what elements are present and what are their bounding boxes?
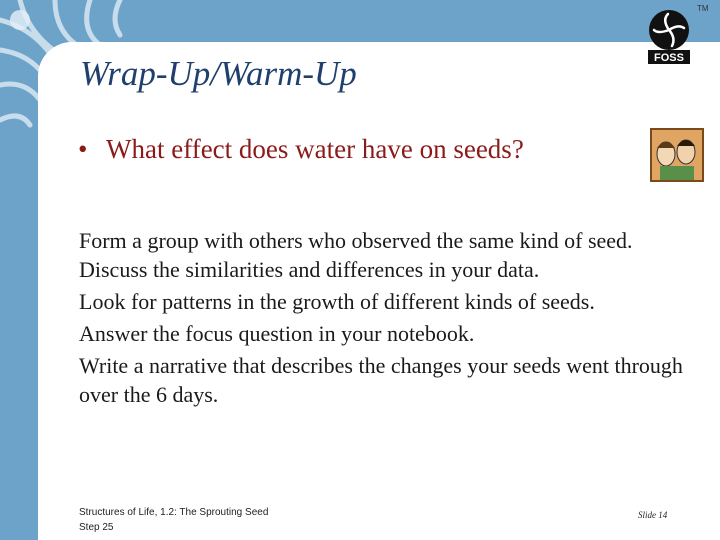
foss-logo [644, 6, 694, 70]
footer-source [79, 505, 268, 535]
paragraph-1: Form a group with others who observed the same kind of seed. Discuss the similarities and differences in your data. [79, 228, 633, 282]
paragraph-3: Answer the focus question in your notebook. [79, 321, 475, 346]
slide-title: Wrap-Up/Warm-Up [80, 54, 357, 93]
trademark-mark: TM [697, 4, 709, 13]
paragraph-2: Look for patterns in the growth of different kinds of seeds. [79, 289, 595, 314]
paragraph-4: Write a narrative that describes the changes your seeds went through over the 6 days. [79, 353, 683, 407]
slide-number: Slide 14 [638, 510, 668, 520]
footer-line-2: Step 25 [79, 522, 114, 533]
bullet-text: What effect does water have on seeds? [106, 134, 524, 164]
group-discussion-icon [650, 128, 704, 182]
bullet-question [78, 134, 524, 165]
footer-line-1: Structures of Life, 1.2: The Sprouting Seed [79, 507, 269, 518]
instructions-body [79, 226, 699, 412]
bullet-icon: • [78, 134, 88, 164]
foss-logo-text: FOSS [654, 52, 684, 64]
